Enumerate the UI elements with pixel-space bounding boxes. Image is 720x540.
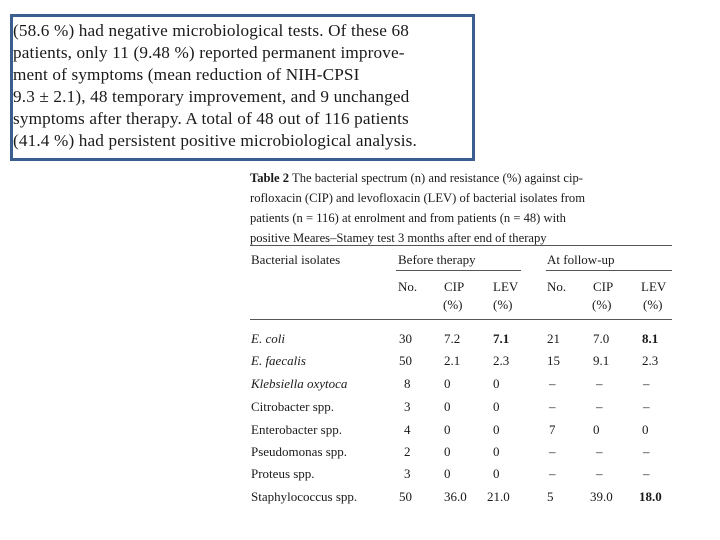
cell-lev-followup: 8.1 xyxy=(642,331,659,346)
excerpt-line: ment of symptoms (mean reduction of NIH-CPSI xyxy=(13,65,360,84)
table-top-rule xyxy=(250,245,672,246)
cell-no-followup: 21 xyxy=(547,331,560,346)
excerpt-line: patients, only 11 (9.48 %) reported permanent improve- xyxy=(13,43,405,62)
header-lev-followup-unit: (%) xyxy=(643,297,663,312)
followup-rule xyxy=(546,270,672,271)
cell-cip-followup: – xyxy=(596,444,603,459)
cell-no-followup: 15 xyxy=(547,353,560,368)
cell-cip-before: 7.2 xyxy=(444,331,461,346)
cell-lev-followup: – xyxy=(643,466,650,481)
cell-lev-followup: 0 xyxy=(642,422,649,437)
cell-no-before: 3 xyxy=(404,466,411,481)
cell-lev-followup: – xyxy=(643,376,650,391)
isolate-name: E. faecalis xyxy=(251,353,306,368)
cell-lev-followup: – xyxy=(643,444,650,459)
cell-no-before: 4 xyxy=(404,422,411,437)
cell-no-followup: – xyxy=(549,466,556,481)
cell-lev-before: 0 xyxy=(493,466,500,481)
cell-no-followup: – xyxy=(549,444,556,459)
header-bottom-rule xyxy=(250,319,672,320)
caption-line: rofloxacin (CIP) and levofloxacin (LEV) of bacterial isolates from xyxy=(250,191,586,205)
cell-cip-before: 0 xyxy=(444,376,451,391)
header-no-followup: No. xyxy=(547,279,567,294)
isolate-name: Proteus spp. xyxy=(251,466,315,481)
cell-cip-followup: – xyxy=(596,466,603,481)
cell-cip-before: 2.1 xyxy=(444,353,461,368)
cell-cip-followup: 39.0 xyxy=(590,489,613,504)
excerpt-line: symptoms after therapy. A total of 48 out of 116 patients xyxy=(13,109,409,128)
cell-no-before: 3 xyxy=(404,399,411,414)
cell-no-before: 50 xyxy=(399,353,412,368)
cell-cip-followup: 0 xyxy=(593,422,600,437)
table-label: Table 2 xyxy=(250,171,290,185)
excerpt-line: 9.3 ± 2.1), 48 temporary improvement, and 9 unchanged xyxy=(13,87,410,106)
isolate-name: E. coli xyxy=(251,331,285,346)
excerpt-line: (41.4 %) had persistent positive microbiological analysis. xyxy=(13,131,417,150)
cell-lev-before: 0 xyxy=(493,422,500,437)
cell-cip-before: 0 xyxy=(444,466,451,481)
before-therapy-rule xyxy=(396,270,521,271)
caption-line: patients (n = 116) at enrolment and from patients (n = 48) with xyxy=(250,211,566,225)
cell-cip-before: 0 xyxy=(444,399,451,414)
isolate-name: Enterobacter spp. xyxy=(251,422,342,437)
cell-no-before: 8 xyxy=(404,376,411,391)
cell-no-before: 30 xyxy=(399,331,412,346)
cell-no-followup: 5 xyxy=(547,489,554,504)
cell-no-followup: – xyxy=(549,376,556,391)
cell-lev-before: 0 xyxy=(493,399,500,414)
cell-lev-before: 0 xyxy=(493,444,500,459)
excerpt-line: (58.6 %) had negative microbiological tests. Of these 68 xyxy=(13,21,409,40)
header-no-before: No. xyxy=(398,279,418,294)
cell-lev-followup: – xyxy=(643,399,650,414)
isolate-name: Klebsiella oxytoca xyxy=(251,376,348,391)
header-before-therapy: Before therapy xyxy=(398,252,476,267)
cell-lev-before: 7.1 xyxy=(493,331,510,346)
cell-cip-followup: – xyxy=(596,376,603,391)
isolate-name: Pseudomonas spp. xyxy=(251,444,348,459)
cell-no-before: 2 xyxy=(404,444,411,459)
header-cip-followup: CIP xyxy=(593,279,614,294)
header-cip-followup-unit: (%) xyxy=(592,297,612,312)
header-lev-before: LEV xyxy=(493,279,519,294)
cell-lev-before: 0 xyxy=(493,376,500,391)
header-at-followup: At follow-up xyxy=(547,252,615,267)
cell-lev-before: 2.3 xyxy=(493,353,510,368)
cell-cip-followup: – xyxy=(596,399,603,414)
cell-cip-before: 0 xyxy=(444,422,451,437)
isolate-name: Staphylococcus spp. xyxy=(251,489,358,504)
header-lev-before-unit: (%) xyxy=(493,297,513,312)
cell-cip-before: 36.0 xyxy=(444,489,467,504)
header-cip-before-unit: (%) xyxy=(443,297,463,312)
caption-line: positive Meares–Stamey test 3 months after end of therapy xyxy=(250,231,547,245)
cell-lev-followup: 2.3 xyxy=(642,353,659,368)
cell-cip-followup: 9.1 xyxy=(593,353,610,368)
cell-cip-followup: 7.0 xyxy=(593,331,610,346)
header-lev-followup: LEV xyxy=(641,279,667,294)
caption-line: The bacterial spectrum (n) and resistance (%) against cip- xyxy=(289,171,583,185)
cell-no-before: 50 xyxy=(399,489,412,504)
header-cip-before: CIP xyxy=(444,279,465,294)
table-caption xyxy=(250,168,680,248)
text-excerpt xyxy=(10,14,475,161)
cell-no-followup: – xyxy=(549,399,556,414)
cell-lev-before: 21.0 xyxy=(487,489,510,504)
cell-no-followup: 7 xyxy=(549,422,556,437)
isolate-name: Citrobacter spp. xyxy=(251,399,335,414)
cell-cip-before: 0 xyxy=(444,444,451,459)
header-isolates: Bacterial isolates xyxy=(251,252,341,267)
cell-lev-followup: 18.0 xyxy=(639,489,662,504)
